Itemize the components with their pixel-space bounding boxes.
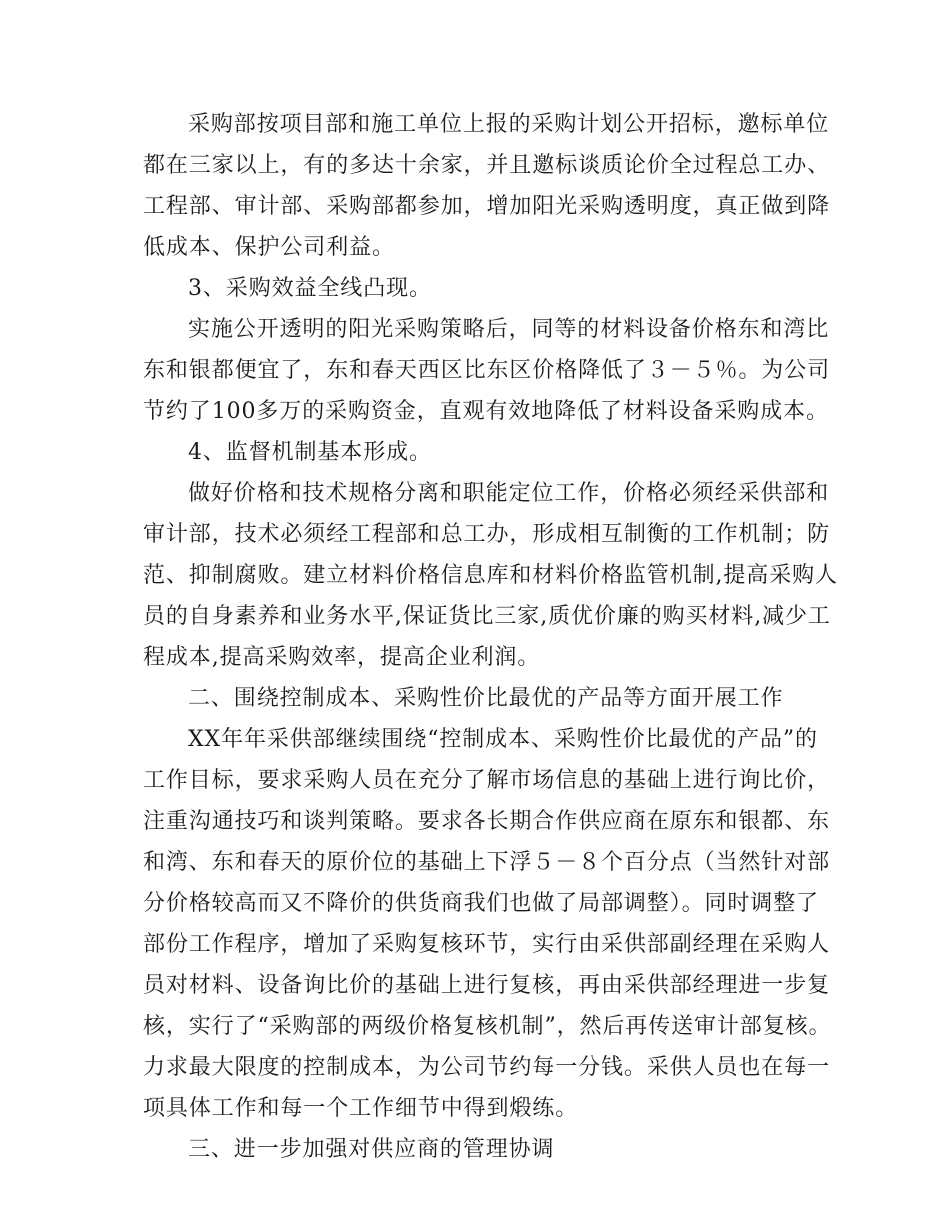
paragraph-line: 东和银都便宜了，东和春天西区比东区价格降低了３－５％。为公司 xyxy=(143,358,831,383)
paragraph-line: 部份工作程序，增加了采购复核环节，实行由采供部副经理在采购人 xyxy=(143,932,831,957)
paragraph-line: 注重沟通技巧和谈判策略。要求各长期合作供应商在原东和银都、东 xyxy=(143,809,831,834)
section-heading: 4、监督机制基本形成。 xyxy=(188,440,432,465)
paragraph-line: 员对材料、设备询比价的基础上进行复核，再由采供部经理进一步复 xyxy=(143,973,831,998)
paragraph-line: 做好价格和技术规格分离和职能定位工作，价格必须经采供部和 xyxy=(188,481,830,506)
paragraph-line: 核，实行了“采购部的两级价格复核机制”，然后再传送审计部复核。 xyxy=(143,1014,832,1039)
paragraph-line: XX年年采供部继续围绕“控制成本、采购性价比最优的产品”的 xyxy=(188,727,818,752)
section-heading: 三、进一步加强对供应商的管理协调 xyxy=(188,1137,555,1162)
section-heading: 二、围绕控制成本、采购性价比最优的产品等方面开展工作 xyxy=(188,686,784,711)
paragraph-line: 工作目标，要求采购人员在充分了解市场信息的基础上进行询比价， xyxy=(143,768,831,793)
paragraph-line: 都在三家以上，有的多达十余家，并且邀标谈质论价全过程总工办、 xyxy=(143,153,831,178)
paragraph-line: 采购部按项目部和施工单位上报的采购计划公开招标，邀标单位 xyxy=(188,112,830,137)
paragraph-line: 审计部，技术必须经工程部和总工办，形成相互制衡的工作机制；防 xyxy=(143,522,831,547)
section-heading: 3、采购效益全线凸现。 xyxy=(188,276,432,301)
paragraph-line: 工程部、审计部、采购部都参加，增加阳光采购透明度，真正做到降 xyxy=(143,194,831,219)
paragraph-line: 低成本、保护公司利益。 xyxy=(143,235,395,260)
paragraph-line: 范、抑制腐败。建立材料价格信息库和材料价格监管机制,提高采购人 xyxy=(143,563,838,588)
paragraph-line: 和湾、东和春天的原价位的基础上下浮５－８个百分点（当然针对部 xyxy=(143,850,831,875)
paragraph-line: 项具体工作和每一个工作细节中得到煅练。 xyxy=(143,1096,579,1121)
paragraph-line: 力求最大限度的控制成本，为公司节约每一分钱。采供人员也在每一 xyxy=(143,1055,831,1080)
paragraph-line: 节约了100多万的采购资金，直观有效地降低了材料设备采购成本。 xyxy=(143,399,829,424)
paragraph-line: 分价格较高而又不降价的供货商我们也做了局部调整）。同时调整了 xyxy=(143,891,820,916)
paragraph-line: 员的自身素养和业务水平,保证货比三家,质优价廉的购买材料,减少工 xyxy=(143,604,831,629)
paragraph-line: 程成本,提高采购效率，提高企业利润。 xyxy=(143,645,541,670)
paragraph-line: 实施公开透明的阳光采购策略后，同等的材料设备价格东和湾比 xyxy=(188,317,830,342)
